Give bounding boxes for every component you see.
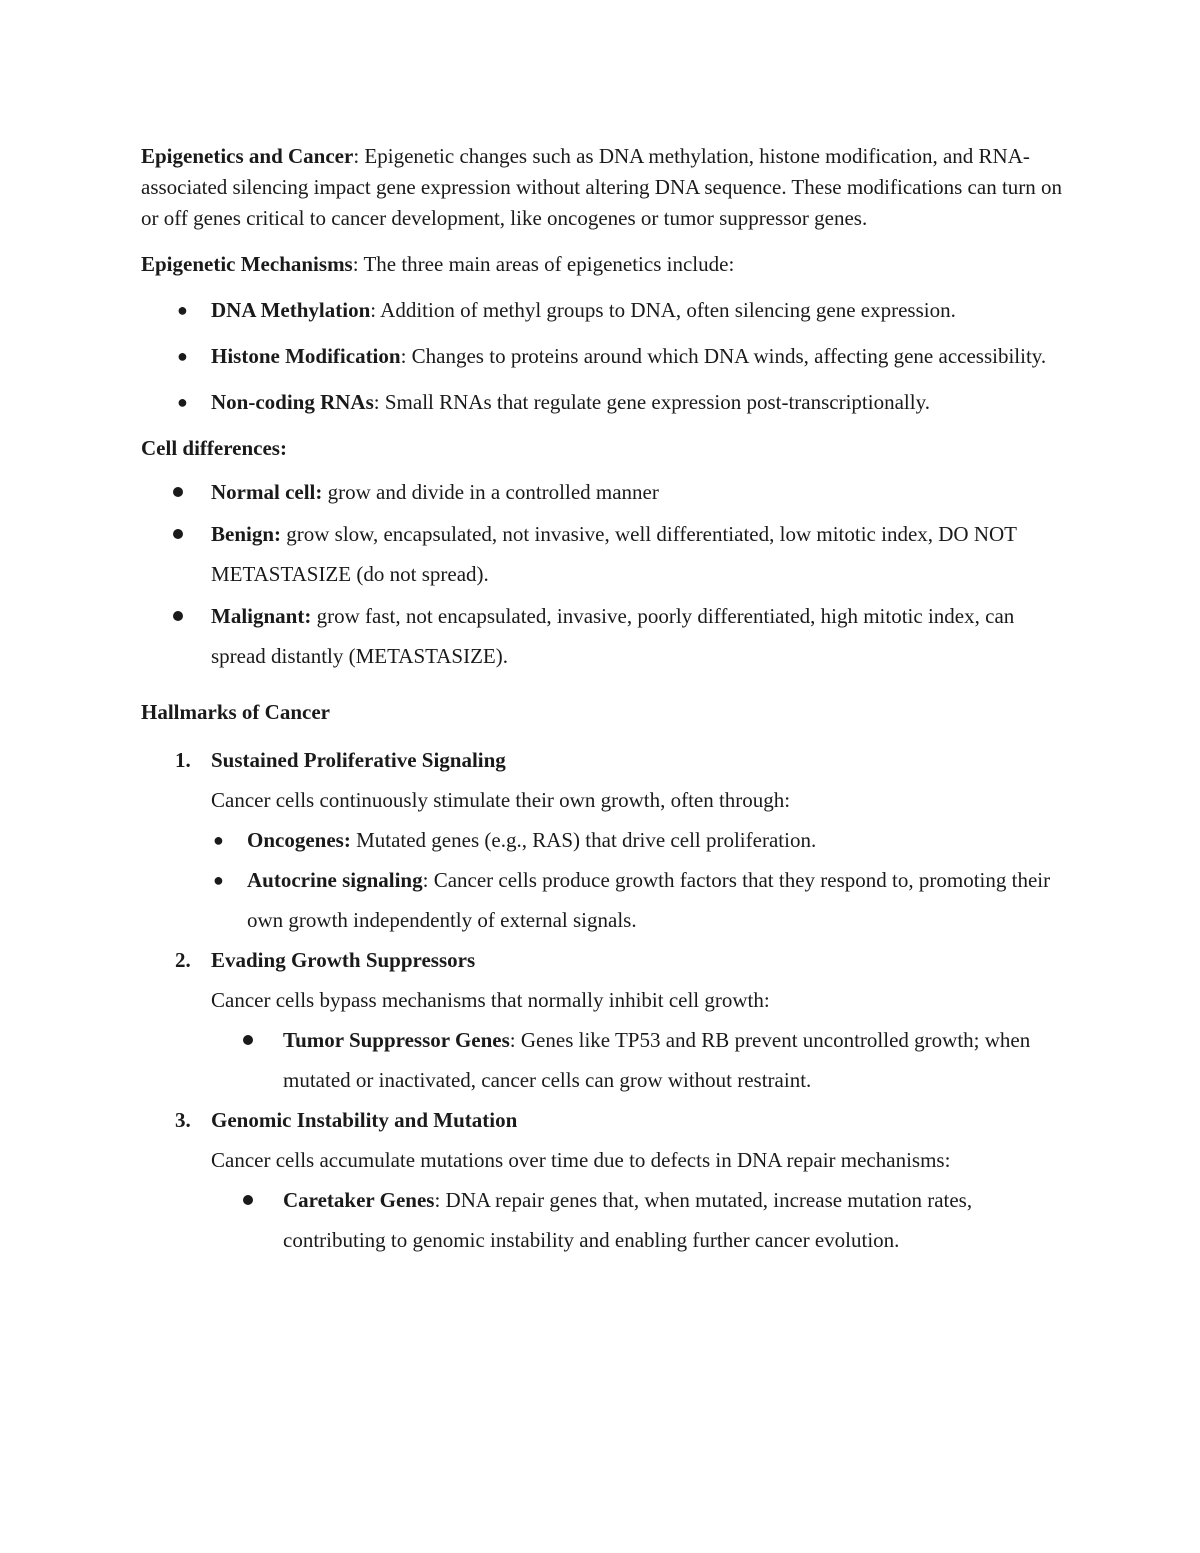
hallmark-sub-list	[211, 1020, 1066, 1100]
hallmark-number: 3.	[175, 1108, 191, 1132]
bullet-icon: ●	[213, 870, 224, 890]
hallmark-desc: Cancer cells accumulate mutations over time due to defects in DNA repair mechanisms:	[211, 1148, 951, 1172]
list-item-text: Mutated genes (e.g., RAS) that drive cell proliferation.	[350, 828, 817, 852]
cell-differences-heading: Cell differences:	[141, 436, 287, 460]
hallmark-item	[141, 740, 1066, 940]
list-item	[211, 1180, 1066, 1260]
epigenetics-text: Epigenetic changes such as DNA methylation, histone modification, and RNA-associated silencing impact gene expression without altering DNA sequence. These modifications can turn on or off genes critical to cancer development, like oncogenes or tumor suppressor genes.	[141, 144, 1063, 230]
list-item-text: : DNA repair genes that, when mutated, increase mutation rates, contributing to genomic instability and enabling further cancer evolution.	[283, 1188, 973, 1252]
list-item	[141, 341, 1066, 372]
list-item-text: : Genes like TP53 and RB prevent uncontrolled growth; when mutated or inactivated, cancer cells can grow without restraint.	[283, 1028, 1031, 1092]
hallmark-title: Evading Growth Suppressors	[211, 948, 476, 972]
list-item-term: DNA Methylation	[211, 298, 371, 322]
list-item-term: Normal cell:	[211, 480, 323, 504]
hallmarks-heading: Hallmarks of Cancer	[141, 700, 330, 724]
list-item	[141, 596, 1066, 676]
hallmark-item	[141, 940, 1066, 1100]
mechanisms-sep: :	[352, 252, 359, 276]
hallmark-title: Genomic Instability and Mutation	[211, 1108, 518, 1132]
list-item-text: grow slow, encapsulated, not invasive, well differentiated, low mitotic index, DO NOT METASTASIZE (do not spread).	[211, 522, 1017, 586]
list-item-text: : Addition of methyl groups to DNA, often silencing gene expression.	[370, 298, 956, 322]
hallmarks-list	[141, 740, 1066, 1260]
cell-differences-list	[141, 472, 1066, 676]
list-item-text: grow and divide in a controlled manner	[322, 480, 659, 504]
list-item-term: Oncogenes:	[247, 828, 351, 852]
list-item	[211, 820, 1066, 860]
hallmark-title: Sustained Proliferative Signaling	[211, 748, 506, 772]
epigenetics-term: Epigenetics and Cancer	[141, 144, 354, 168]
list-item-text: : Small RNAs that regulate gene expression post-transcriptionally.	[373, 390, 930, 414]
bullet-icon: ●	[177, 346, 188, 366]
document-page	[141, 141, 1066, 1260]
hallmark-item	[141, 1100, 1066, 1260]
list-item-term: Non-coding RNAs	[211, 390, 374, 414]
bullet-icon: ●	[177, 300, 188, 320]
bullet-icon: ●	[177, 392, 188, 412]
list-item-text: : Cancer cells produce growth factors that they respond to, promoting their own growth independently of external signals.	[247, 868, 1051, 932]
list-item-term: Caretaker Genes	[283, 1188, 435, 1212]
mechanisms-term: Epigenetic Mechanisms	[141, 252, 353, 276]
bullet-icon	[173, 487, 183, 497]
list-item-term: Histone Modification	[211, 344, 401, 368]
hallmark-sub-list	[211, 1180, 1066, 1260]
list-item	[141, 295, 1066, 326]
bullet-icon: ●	[213, 830, 224, 850]
hallmark-desc: Cancer cells bypass mechanisms that normally inhibit cell growth:	[211, 988, 770, 1012]
bullet-icon	[243, 1195, 253, 1205]
list-item-term: Malignant:	[211, 604, 312, 628]
list-item-term: Autocrine signaling	[247, 868, 423, 892]
list-item-text: : Changes to proteins around which DNA winds, affecting gene accessibility.	[400, 344, 1047, 368]
list-item-term: Tumor Suppressor Genes	[283, 1028, 510, 1052]
mechanisms-text: The three main areas of epigenetics include:	[358, 252, 735, 276]
list-item	[211, 860, 1066, 940]
list-item	[211, 1020, 1066, 1100]
hallmark-sub-list	[211, 820, 1066, 940]
list-item-text: grow fast, not encapsulated, invasive, poorly differentiated, high mitotic index, can spread distantly (METASTASIZE).	[211, 604, 1015, 668]
epigenetics-paragraph	[141, 141, 1066, 234]
mechanisms-list	[141, 295, 1066, 418]
list-item	[141, 472, 1066, 512]
list-item-term: Benign:	[211, 522, 282, 546]
hallmark-desc: Cancer cells continuously stimulate their own growth, often through:	[211, 788, 791, 812]
mechanisms-paragraph	[141, 249, 1066, 280]
bullet-icon	[173, 529, 183, 539]
epigenetics-sep: :	[353, 144, 360, 168]
list-item	[141, 387, 1066, 418]
bullet-icon	[243, 1035, 253, 1045]
hallmark-number: 1.	[175, 748, 191, 772]
hallmark-number: 2.	[175, 948, 191, 972]
bullet-icon	[173, 611, 183, 621]
list-item	[141, 514, 1066, 594]
